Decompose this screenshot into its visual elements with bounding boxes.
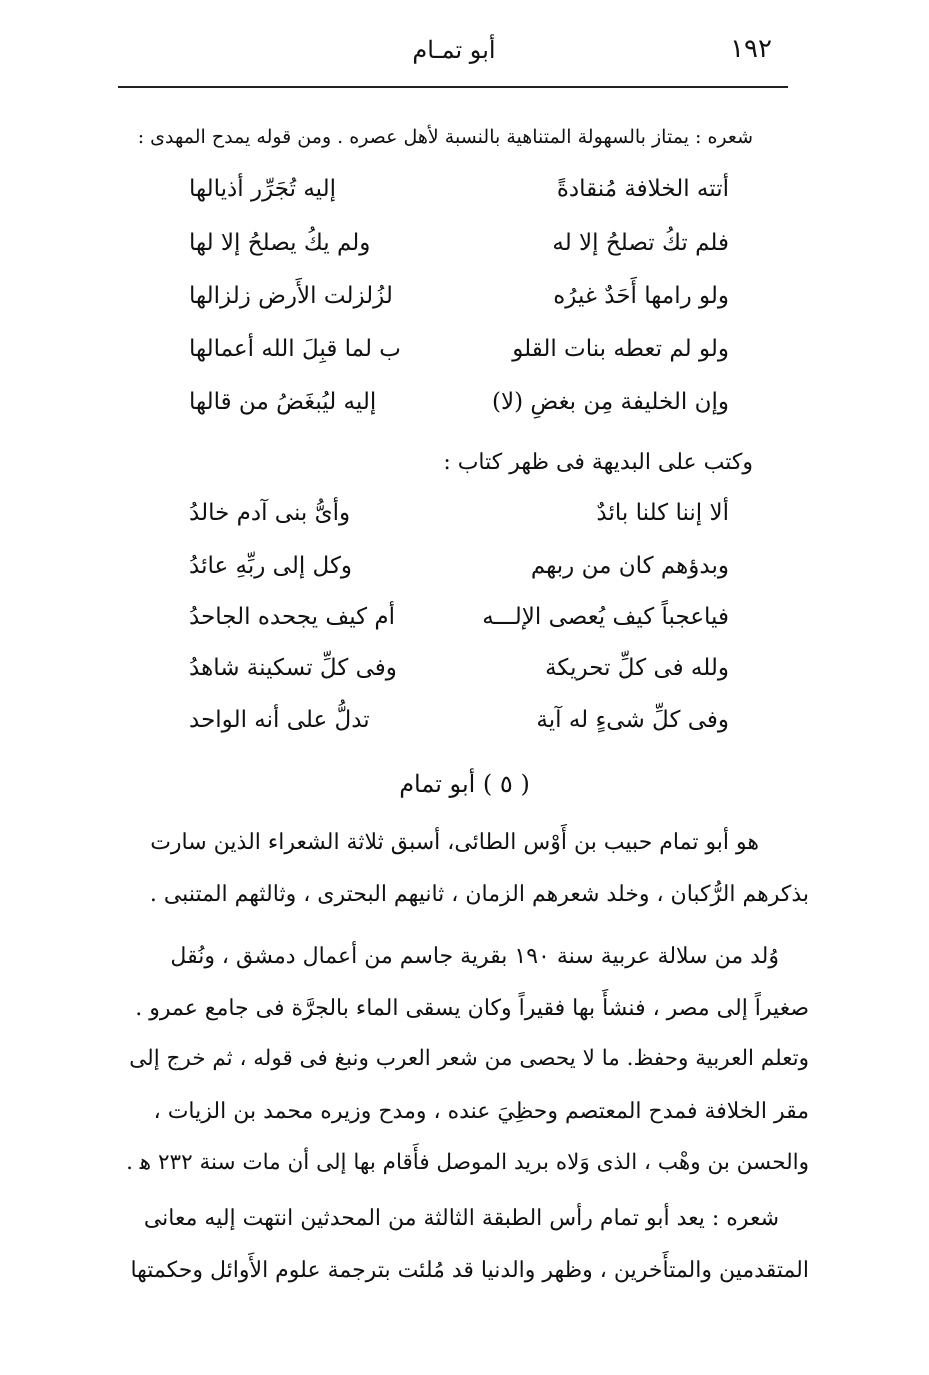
verse: [189, 230, 729, 270]
paragraph-line: والحسن بن وهْب ، الذى وَلاه بريد الموصل فأَقام بها إلى أن مات سنة ٢٣٢ ﻫ .: [126, 1150, 809, 1175]
verse: [189, 707, 729, 747]
verse: [189, 176, 729, 216]
page-number: ١٩٢: [730, 34, 772, 64]
paragraph-line: بذكرهم الرُّكبان ، وخلد شعرهم الزمان ، ثانيهم البحترى ، وثالثهم المتنبى .: [149, 882, 809, 907]
verse-second-hemistich: إليه ليُبغَضُ من قالها: [189, 389, 377, 415]
verse-first-hemistich: ولله فى كلِّ تحريكة: [545, 655, 729, 681]
verse-first-hemistich: ولو رامها أَحَدٌ غيرُه: [553, 283, 729, 309]
verse: [189, 604, 729, 644]
paragraph-line: وتعلم العربية وحفظ. ما لا يحصى من شعر العرب ونبغ فى قوله ، ثم خرج إلى: [129, 1046, 809, 1071]
verse-second-hemistich: تدلُّ على أنه الواحد: [189, 707, 370, 733]
paragraph-line: وُلد من سلالة عربية سنة ١٩٠ بقرية جاسم من أعمال دمشق ، ونُقل: [170, 944, 779, 969]
running-title: أبو تمـام: [412, 36, 496, 64]
verse-first-hemistich: وفى كلِّ شىءٍ له آية: [536, 707, 729, 733]
verse: [189, 655, 729, 695]
verse-second-hemistich: لزُلزلت الأَرض زلزالها: [189, 283, 393, 309]
running-head: [118, 34, 790, 74]
verse-first-hemistich: ولو لم تعطه بنات القلو: [512, 336, 729, 362]
paragraph-line: مقر الخلافة فمدح المعتصم وحظِيَ عنده ، ومدح وزيره محمد بن الزيات ،: [153, 1099, 809, 1124]
verse-second-hemistich: ولم يكُ يصلحُ إلا لها: [189, 230, 371, 256]
verse-second-hemistich: إليه تُجَرِّر أذيالها: [189, 176, 336, 202]
paragraph-line: صغيراً إلى مصر ، فنشأَ بها فقيراً وكان يسقى الماء بالجرَّة فى جامع عمرو .: [135, 996, 809, 1021]
verse-second-hemistich: وأىُّ بنى آدم خالدُ: [189, 500, 351, 526]
verse-second-hemistich: ب لما قبِلَ الله أعمالها: [189, 336, 401, 362]
verse-second-hemistich: وكل إلى ربِّهِ عائدُ: [189, 553, 353, 579]
verse: [189, 336, 729, 376]
intro-line: شعره : يمتاز بالسهولة المتناهية بالنسبة لأهل عصره . ومن قوله يمدح المهدى :: [137, 126, 753, 148]
verse-first-hemistich: أتته الخلافة مُنقادةً: [556, 176, 729, 202]
verse-second-hemistich: وفى كلِّ تسكينة شاهدُ: [189, 655, 397, 681]
paragraph-line: المتقدمين والمتأَخرين ، وظهر والدنيا قد مُلئت بترجمة علوم الأَوائل وحكمتها: [130, 1258, 809, 1283]
verse-first-hemistich: وإن الخليفة مِن بغضِ (لا): [492, 389, 729, 415]
verse: [189, 553, 729, 593]
verse: [189, 283, 729, 323]
paragraph-line: هو أبو تمام حبيب بن أَوْس الطائى، أسبق ثلاثة الشعراء الذين سارت: [150, 830, 759, 855]
verse-first-hemistich: فياعجباً كيف يُعصى الإلـــه: [482, 604, 729, 630]
verse: [189, 500, 729, 540]
verse-first-hemistich: وبدؤهم كان من ربهم: [530, 553, 729, 579]
verse-second-hemistich: أم كيف يجحده الجاحدُ: [189, 604, 396, 630]
bridge-line: وكتب على البديهة فى ظهر كتاب :: [443, 450, 753, 475]
header-rule: [118, 86, 788, 88]
section-heading: ( ٥ ) أبو تمام: [399, 770, 530, 798]
paragraph-line: شعره : يعد أبو تمام رأس الطبقة الثالثة من المحدثين انتهت إليه معانى: [143, 1206, 779, 1231]
verse-first-hemistich: ألا إننا كلنا بائدٌ: [596, 500, 729, 526]
verse: [189, 389, 729, 429]
verse-first-hemistich: فلم تكُ تصلحُ إلا له: [552, 230, 729, 256]
